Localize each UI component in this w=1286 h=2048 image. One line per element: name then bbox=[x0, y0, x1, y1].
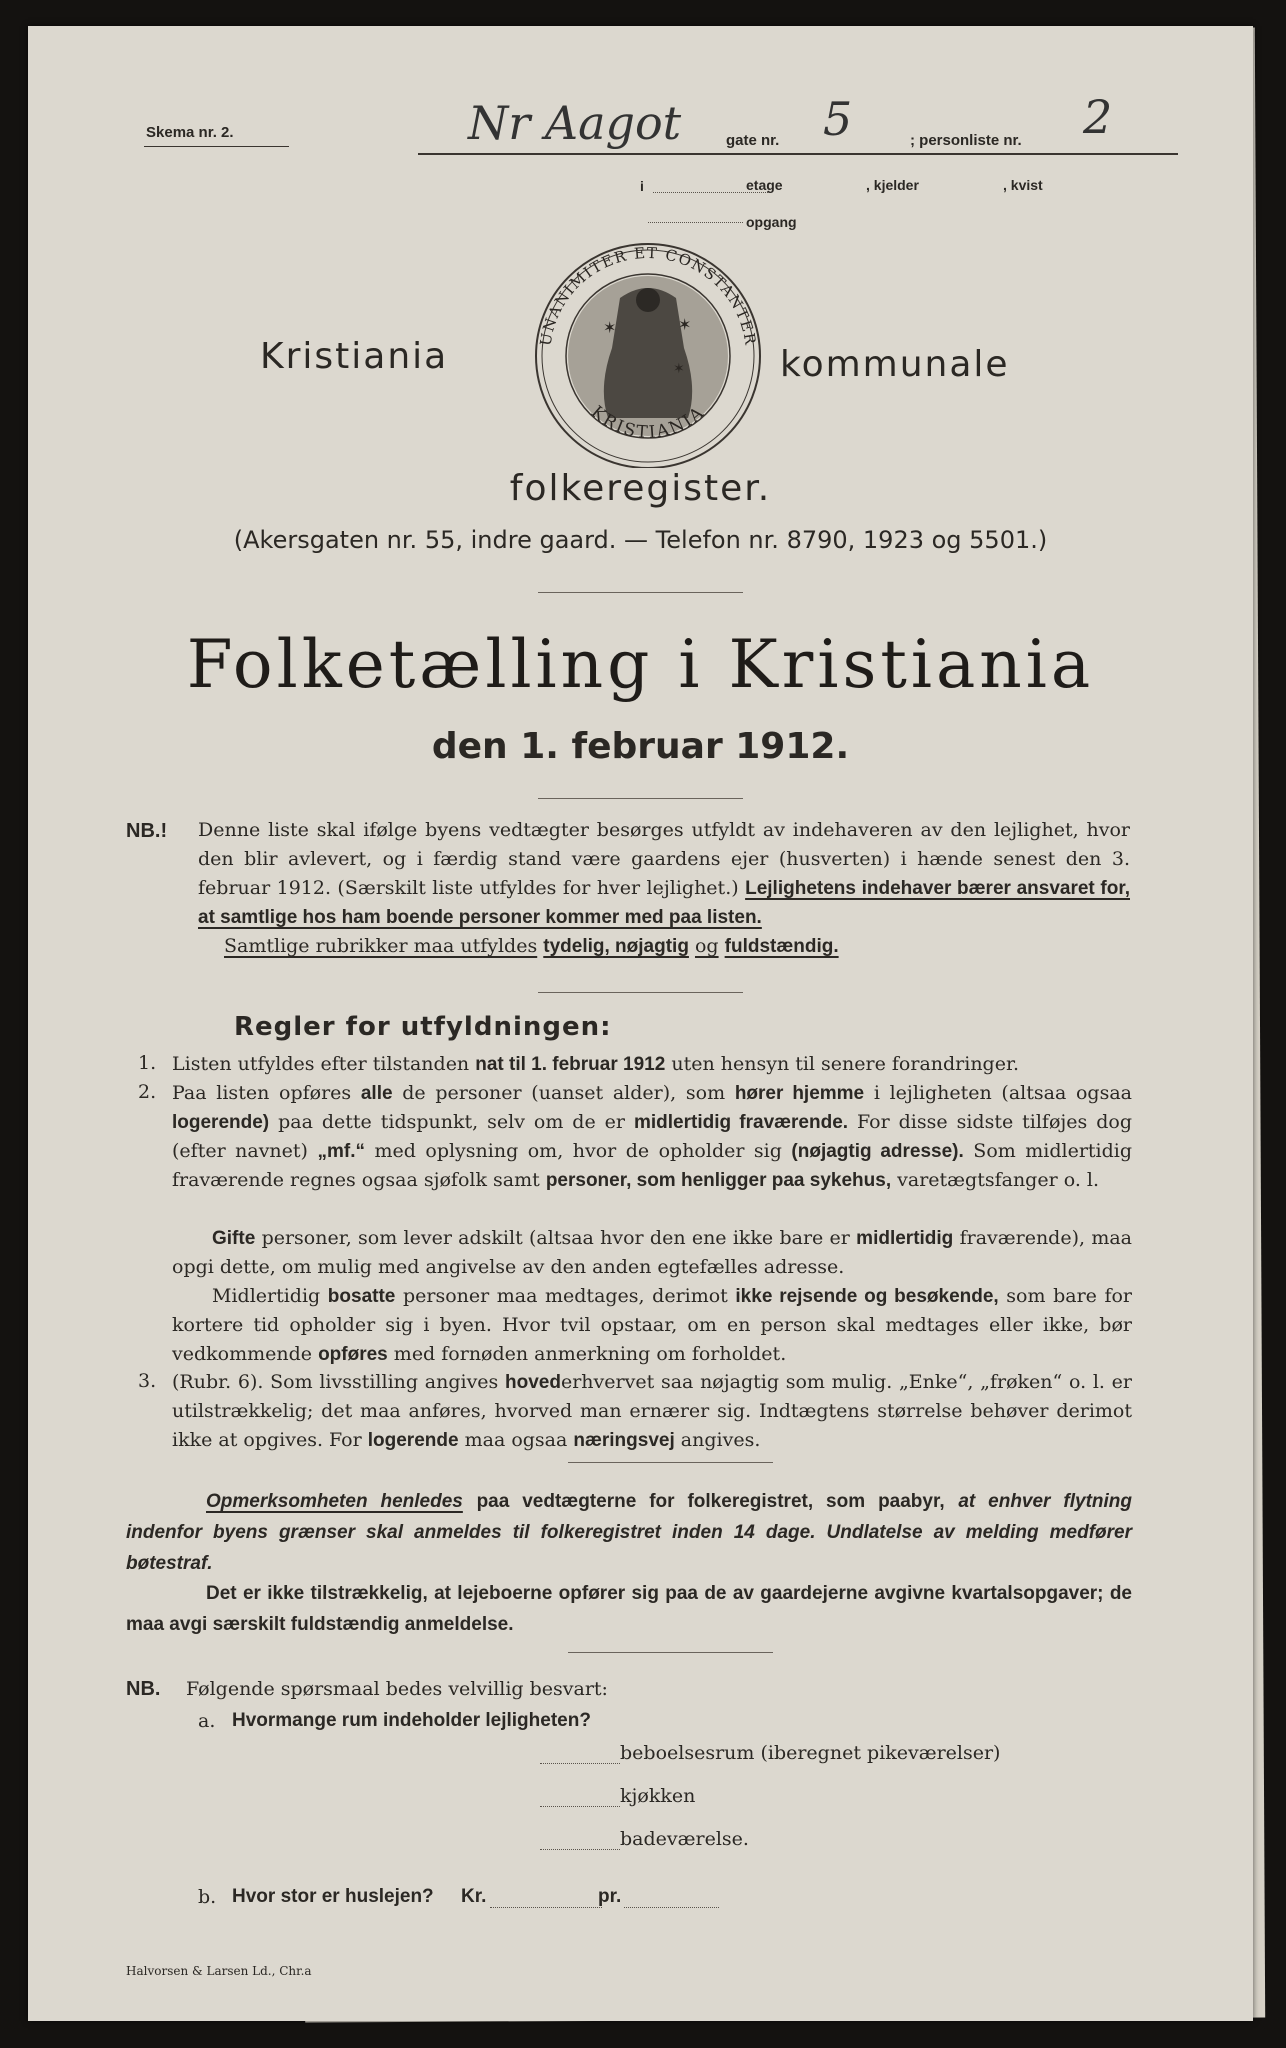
notice-c: at enhver flytning indenfor byens grænser skal anmeldes til folkeregistret inden 14 dage. Undlatelse av melding medfører bøtestraf. bbox=[126, 1491, 1132, 1574]
etage-label: etage bbox=[746, 177, 783, 193]
kjelder-label: , kjelder bbox=[866, 177, 919, 193]
rule-2p3-g: med fornøden anmerkning om forholdet. bbox=[393, 1343, 787, 1365]
notice-d: Det er ikke tilstrækkelig, at lejeboerne opfører sig paa de av gaardejerne avgivne kvartalsopgaver; de maa avgi særskilt fuldstændig anmeldelse. bbox=[126, 1583, 1132, 1635]
rule-2-n: personer, som henligger paa sykehus, bbox=[545, 1170, 892, 1191]
rule-2-i: For disse sidste tilføjes dog (efter navnet) bbox=[172, 1111, 1133, 1162]
svg-text:✶: ✶ bbox=[603, 318, 617, 337]
kvist-label: , kvist bbox=[1003, 177, 1043, 193]
city-seal-icon bbox=[528, 238, 768, 468]
nb-responsibility: Lejlighetens indehaver bærer ansvaret for, at samtlige hos ham boende personer kommer med paa listen. bbox=[198, 878, 1130, 928]
rule-2p3-a: Midlertidig bbox=[212, 1285, 321, 1307]
nb-text: Denne liste skal ifølge byens vedtægter besørges utfyldt av indehaveren av den lejlighet, hvor den blir avlevert, og i færdig stand være gaardens ejer (husverten) i hænde senest den 3. februar 1912. (Særskilt liste utfyldes for hver lejlighet.) bbox=[198, 819, 1130, 899]
rule-3-g: angives. bbox=[680, 1429, 761, 1451]
question-a-text: Hvormange rum indeholder lejligheten? bbox=[232, 1710, 591, 1731]
rule-2p3-f: opføres bbox=[318, 1344, 388, 1365]
gate-label: gate nr. bbox=[726, 132, 780, 149]
rule-1-number: 1. bbox=[138, 1052, 157, 1074]
rule-2-b: alle bbox=[360, 1083, 393, 1104]
question-b-label: b. bbox=[198, 1886, 217, 1908]
rule-3-f: næringsvej bbox=[573, 1430, 675, 1451]
schema-number: Skema nr. 2. bbox=[146, 124, 234, 141]
divider-5 bbox=[568, 1652, 773, 1653]
address-line bbox=[418, 153, 1178, 155]
rule-2 bbox=[172, 1079, 1132, 1195]
rule-1-b: nat til 1. februar 1912 bbox=[475, 1054, 666, 1075]
divider-1 bbox=[538, 592, 743, 593]
bathroom-label: badeværelse. bbox=[620, 1828, 749, 1850]
seal-bottom-text: KRISTIANIA bbox=[587, 402, 709, 443]
personliste-label: ; personliste nr. bbox=[910, 132, 1022, 149]
rule-2-c: de personer (uanset alder), som bbox=[402, 1082, 726, 1104]
nb-label: NB.! bbox=[126, 820, 168, 842]
nb-line2-c: og bbox=[694, 935, 719, 957]
opgang-label: opgang bbox=[746, 214, 797, 230]
nb-line2-d: fuldstændig. bbox=[724, 936, 839, 957]
floor-i-label: i bbox=[640, 178, 644, 194]
rules-heading: Regler for utfyldningen: bbox=[234, 1012, 612, 1042]
rule-2-d: hører hjemme bbox=[734, 1083, 865, 1104]
rule-2-a: Paa listen opføres bbox=[172, 1082, 352, 1104]
kitchen-label: kjøkken bbox=[620, 1785, 696, 1807]
office-left-word: Kristiania bbox=[260, 336, 449, 377]
rule-1 bbox=[172, 1050, 1132, 1079]
schema-underline bbox=[144, 146, 289, 147]
question-a-label: a. bbox=[198, 1710, 216, 1732]
rule-2p3-b: bosatte bbox=[327, 1286, 396, 1307]
moving-notice bbox=[126, 1486, 1132, 1579]
rule-3-c: erhvervet saa nøjagtig som mulig. „Enke“, „frøken“ o. l. er utilstrækkelig; det maa anføres, hvorved man ernærer sig. Indtægtens størrelse behøver derimot ikke at opgives. For bbox=[172, 1371, 1132, 1451]
rule-2-f: logerende) bbox=[172, 1112, 270, 1133]
divider-4 bbox=[568, 1462, 773, 1463]
notice-b: paa vedtægterne for folkeregistret, som paabyr, bbox=[476, 1491, 945, 1512]
rule-2p2-c: midlertidig bbox=[856, 1228, 954, 1249]
questions-nb-label: NB. bbox=[126, 1678, 161, 1700]
office-right-word: kommunale bbox=[780, 344, 1010, 385]
rule-2-g: paa dette tidspunkt, selv om de er bbox=[278, 1111, 625, 1133]
questions-intro: Følgende spørsmaal bedes velvillig besvart: bbox=[186, 1678, 608, 1700]
rule-3-b: hoved bbox=[505, 1372, 561, 1393]
office-name: folkeregister. bbox=[509, 468, 772, 509]
office-address: (Akersgaten nr. 55, indre gaard. — Telefon nr. 8790, 1923 og 5501.) bbox=[233, 526, 1048, 554]
rule-3-d: logerende bbox=[367, 1430, 459, 1451]
svg-text:✶: ✶ bbox=[678, 315, 692, 334]
rule-2-h: midlertidig fraværende. bbox=[633, 1112, 849, 1133]
rent-amount-field[interactable] bbox=[490, 1907, 602, 1908]
rule-2-e: i lejligheten (altsaa ogsaa bbox=[873, 1082, 1132, 1104]
nb-line-2 bbox=[224, 932, 1044, 961]
seal-top-text: UNANIMITER ET CONSTANTER bbox=[536, 243, 760, 348]
bathroom-field[interactable] bbox=[540, 1849, 620, 1850]
rule-3-a: (Rubr. 6). Som livsstilling angives bbox=[172, 1371, 499, 1393]
rule-3-e: maa ogsaa bbox=[464, 1429, 568, 1451]
census-date: den 1. februar 1912. bbox=[431, 726, 850, 767]
rule-2-j: „mf.“ bbox=[317, 1141, 365, 1162]
rule-3-number: 3. bbox=[138, 1370, 157, 1392]
divider-2 bbox=[538, 798, 743, 799]
gate-number-handwritten: 5 bbox=[823, 92, 853, 146]
nb-line2-a: Samtlige rubrikker maa utfyldes bbox=[224, 935, 538, 957]
rule-2p2-d: fraværende), maa opgi dette, om mulig med angivelse av den anden egtefælles adresse. bbox=[172, 1227, 1132, 1278]
rule-2p3-e: som bare for kortere tid opholder sig i byen. Hvor tvil opstaar, om en person skal medtages eller ikke, bør vedkommende bbox=[172, 1285, 1133, 1365]
divider-3 bbox=[538, 992, 743, 993]
rule-2-m: Som midlertidig fraværende regnes ogsaa sjøfolk samt bbox=[172, 1140, 1133, 1191]
rule-2-l: (nøjagtig adresse). bbox=[791, 1141, 964, 1162]
rule-3 bbox=[172, 1368, 1132, 1455]
rooms-label: beboelsesrum (iberegnet pikeværelser) bbox=[620, 1742, 1001, 1764]
rent-period-field[interactable] bbox=[624, 1907, 719, 1908]
svg-text:✶: ✶ bbox=[673, 361, 685, 377]
rule-2-k: med oplysning om, hvor de opholder sig bbox=[374, 1140, 782, 1162]
rule-2p2-b: personer, som lever adskilt (altsaa hvor den ene ikke bare er bbox=[261, 1227, 850, 1249]
rule-2p2-a: Gifte bbox=[212, 1228, 256, 1249]
question-b-text: Hvor stor er huslejen? bbox=[232, 1886, 434, 1907]
street-name-handwritten: Nr Aagot bbox=[468, 96, 682, 150]
rule-2-number: 2. bbox=[138, 1081, 157, 1103]
personliste-number-handwritten: 2 bbox=[1083, 90, 1113, 144]
nb-line2-b: tydelig, nøjagtig bbox=[543, 936, 689, 957]
notice-a: Opmerksomheten henledes bbox=[206, 1491, 463, 1512]
rule-2p3-d: ikke rejsende og besøkende, bbox=[735, 1286, 999, 1307]
printer-imprint: Halvorsen & Larsen Ld., Chr.a bbox=[126, 1964, 312, 1978]
rent-kr-label: Kr. bbox=[461, 1886, 487, 1907]
tenant-notice bbox=[126, 1578, 1132, 1640]
rule-1-a: Listen utfyldes efter tilstanden bbox=[172, 1053, 470, 1075]
rule-2p3-c: personer maa medtages, derimot bbox=[402, 1285, 728, 1307]
form-sheet bbox=[28, 26, 1253, 2021]
rule-1-c: uten hensyn til senere forandringer. bbox=[671, 1053, 1020, 1075]
nb-paragraph bbox=[198, 816, 1130, 932]
main-title: Folketælling i Kristiania bbox=[186, 626, 1095, 703]
rule-2-married bbox=[172, 1224, 1132, 1282]
kitchen-field[interactable] bbox=[540, 1806, 620, 1807]
rooms-field[interactable] bbox=[540, 1763, 620, 1764]
rule-2-o: varetægtsfanger o. l. bbox=[897, 1169, 1100, 1191]
opgang-dotline bbox=[648, 222, 743, 223]
rent-pr-label: pr. bbox=[598, 1886, 622, 1907]
rule-2-temporary bbox=[172, 1282, 1132, 1369]
